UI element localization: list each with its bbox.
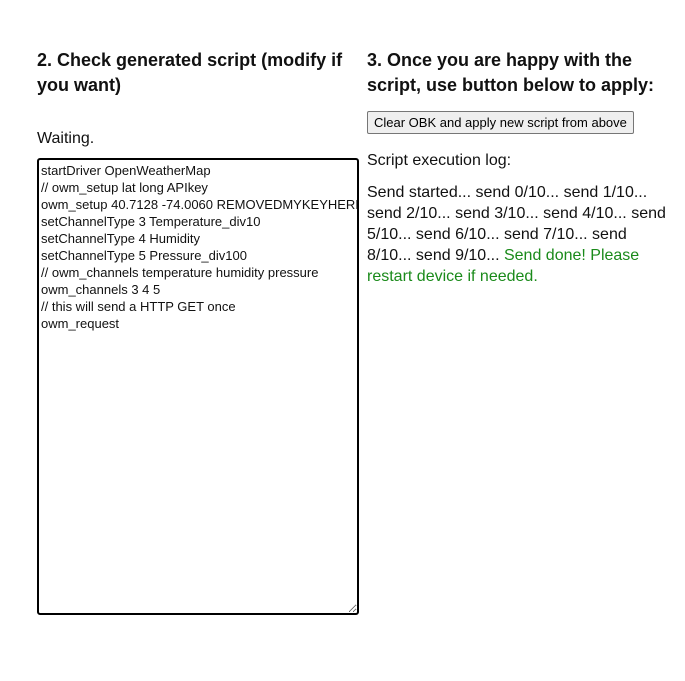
check-script-heading: 2. Check generated script (modify if you want) xyxy=(37,50,343,95)
execution-log xyxy=(367,182,672,287)
apply-script-heading: 3. Once you are happy with the script, use button below to apply: xyxy=(367,50,655,95)
check-script-section xyxy=(37,48,359,615)
log-progress-text: Send started... send 0/10... send 1/10... send 2/10... send 3/10... send 4/10... send 5/10... send 6/10... send 7/10... send 8/10... send 9/10... xyxy=(367,184,666,264)
clear-and-apply-button[interactable]: Clear OBK and apply new script from above xyxy=(367,111,634,134)
apply-script-section xyxy=(367,48,672,287)
script-editor[interactable] xyxy=(37,158,359,615)
generation-status: Waiting. xyxy=(37,130,95,147)
execution-log-label: Script execution log: xyxy=(367,152,512,169)
log-done-message: Send done! Please restart device if needed. xyxy=(367,247,640,285)
